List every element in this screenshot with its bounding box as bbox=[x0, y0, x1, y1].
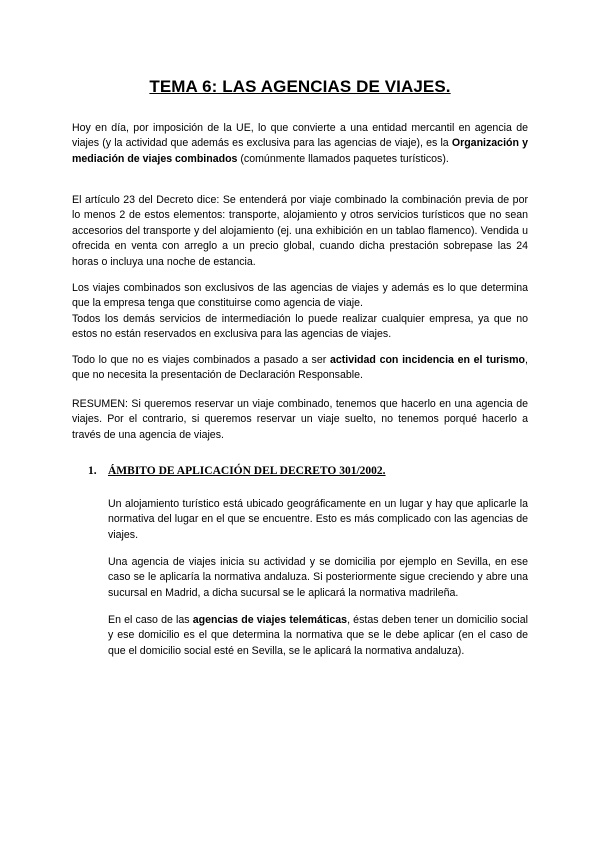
section-paragraph-3 bbox=[108, 613, 528, 659]
text: , éstas deben tener un domicilio social y ese domicilio es el que determina la normativa que se le debe aplicar (en el caso de que el domicilio social esté en Sevilla, se le aplicará la normativa andaluza). bbox=[108, 614, 528, 657]
paragraph-intro bbox=[72, 121, 528, 167]
text: Todo lo que no es viajes combinados a pasado a ser bbox=[72, 354, 330, 366]
paragraph-article-23: El artículo 23 del Decreto dice: Se entenderá por viaje combinado la combinación previa de por lo menos 2 de estos elementos: transporte, alojamiento y otros servicios turísticos que no sean accesorios del transporte y del alojamiento (ej. una exhibición en un tablao flamenco). Vendida u ofrecida en venta con arreglo a un precio global, cuando dicha prestación sobrepase las 24 horas o incluya una noche de estancia. bbox=[72, 194, 528, 268]
section-paragraph-2: Una agencia de viajes inicia su actividad y se domicilia por ejemplo en Sevilla, en ese caso se le aplicaría la normativa andaluza. Si posteriormente sigue creciendo y abre una sucursal en Madrid, a dicha sucursal se le aplicará la normativa madrileña. bbox=[108, 556, 528, 599]
text: Todos los demás servicios de intermediación lo puede realizar cualquier empresa, ya que no estos no están reservados en exclusiva para las agencias de viajes. bbox=[72, 312, 528, 341]
text: En el caso de las bbox=[108, 614, 193, 626]
page-title: TEMA 6: LAS AGENCIAS DE VIAJES. bbox=[149, 77, 451, 96]
section-heading bbox=[88, 465, 386, 477]
text: Los viajes combinados son exclusivos de las agencias de viajes y además es lo que determina que la empresa tenga que constituirse como agencia de viaje. bbox=[72, 282, 528, 310]
section-number: 1. bbox=[88, 465, 97, 477]
bold-text: agencias de viajes telemáticas bbox=[192, 614, 348, 626]
section-paragraph-1: Un alojamiento turístico está ubicado geográficamente en un lugar y hay que aplicarle la normativa del lugar en el que se encuentre. Esto es más complicado con las agencias de viajes. bbox=[108, 498, 528, 541]
text: Hoy en día, por imposición de la UE, lo que convierte a una entidad mercantil en agencia de viajes (y la actividad que además es exclusiva para las agencias de viaje), es la bbox=[72, 122, 528, 150]
text: , que no necesita la presentación de Declaración Responsable. bbox=[72, 354, 528, 382]
section-title: ÁMBITO DE APLICACIÓN DEL DECRETO 301/2002. bbox=[108, 465, 386, 477]
bold-text: Organización y mediación de viajes combinados bbox=[72, 137, 528, 165]
paragraph-exclusive bbox=[72, 281, 528, 343]
paragraph-activity bbox=[72, 353, 528, 384]
text: (comúnmente llamados paquetes turísticos). bbox=[237, 152, 449, 165]
bold-text: actividad con incidencia en el turismo bbox=[329, 354, 526, 366]
paragraph-summary: RESUMEN: Si queremos reservar un viaje combinado, tenemos que hacerlo en una agencia de viajes. Por el contrario, si queremos reservar un viaje suelto, no tenemos porqué hacerlo a través de una agencia de viajes. bbox=[72, 398, 528, 441]
